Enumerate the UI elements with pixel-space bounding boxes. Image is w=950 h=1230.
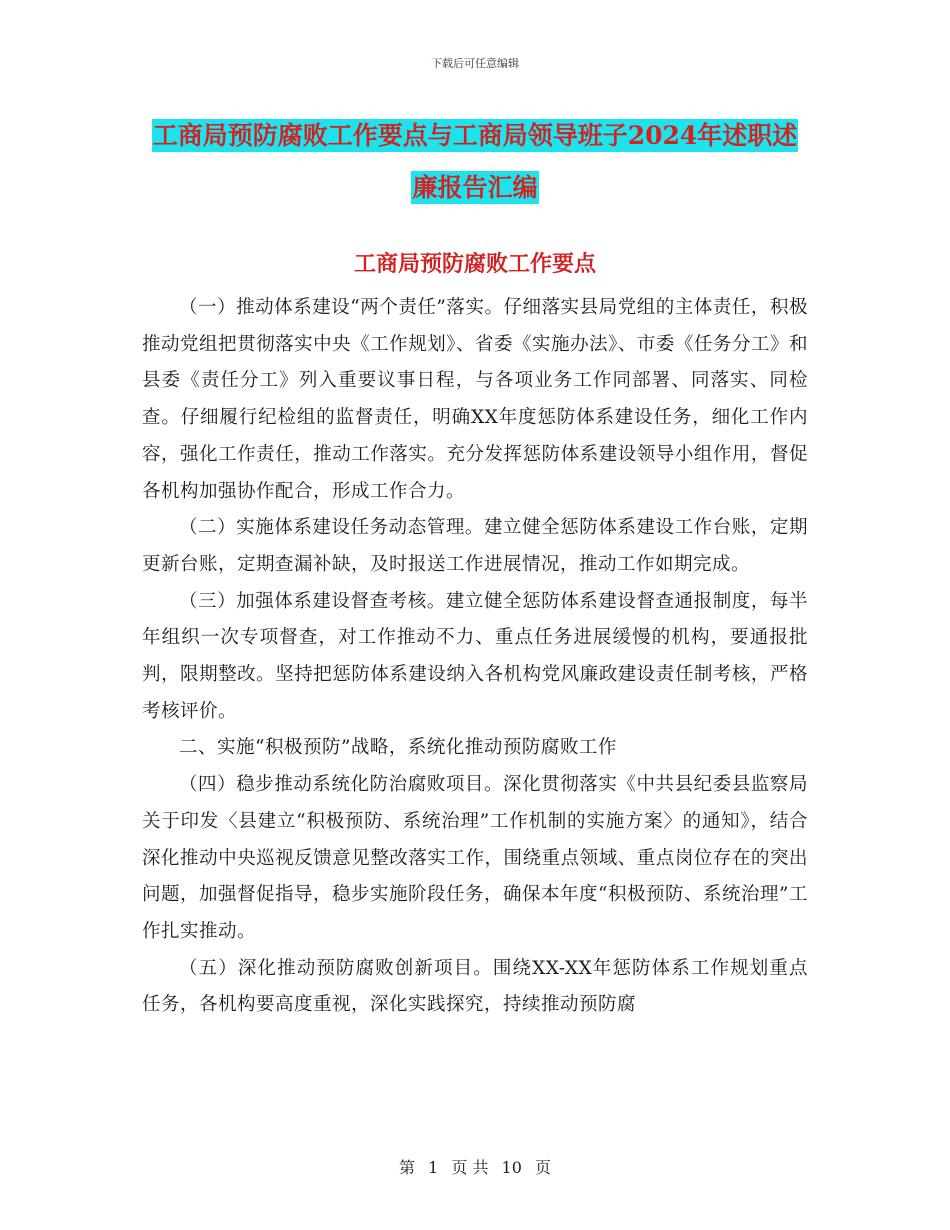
total-page-count: 10 — [501, 1158, 522, 1177]
current-page-number: 1 — [428, 1158, 439, 1177]
document-title-text: 工商局预防腐败工作要点与工商局领导班子2024年述职述廉报告汇编 — [152, 121, 798, 202]
paragraph-3: （三）加强体系建设督查考核。建立健全惩防体系建设督查通报制度，每半年组织一次专项督查，对工作推动不力、重点任务进展缓慢的机构，要通报批判，限期整改。坚持把惩防体系建设纳入各机构党风廉政建设责任制考核，严格考核评价。 — [142, 590, 808, 722]
section-heading-2: 二、实施“积极预防”战略，系统化推动预防腐败工作 — [179, 737, 617, 759]
document-title — [140, 110, 810, 214]
page-footer — [0, 1155, 950, 1178]
section-title: 工商局预防腐败工作要点 — [353, 251, 596, 277]
document-body — [142, 290, 808, 1024]
paragraph-2: （二）实施体系建设任务动态管理。建立健全惩防体系建设工作台账，定期更新台账，定期查漏补缺，及时报送工作进展情况，推动工作如期完成。 — [142, 517, 808, 575]
footer-prefix: 第 — [398, 1158, 415, 1177]
header-note: 下载后可任意编辑 — [431, 57, 519, 70]
footer-suffix: 页 — [535, 1158, 552, 1177]
paragraph-4: （四）稳步推动系统化防治腐败项目。深化贯彻落实《中共县纪委县监察局关于印发〈县建立“积极预防、系统治理”工作机制的实施方案〉的通知》，结合深化推动中央巡视反馈意见整改落实工作，围绕重点领域、重点岗位存在的突出问题，加强督促指导，稳步实施阶段任务，确保本年度“积极预防、系统治理”工作扎实推动。 — [142, 774, 808, 942]
paragraph-5: （五）深化推动预防腐败创新项目。围绕XX-XX年惩防体系工作规划重点任务，各机构要高度重视，深化实践探究，持续推动预防腐 — [142, 957, 808, 1016]
paragraph-1: （一）推动体系建设“两个责任”落实。仔细落实县局党组的主体责任，积极推动党组把贯彻落实中央《工作规划》、省委《实施办法》、市委《任务分工》和县委《责任分工》列入重要议事日程，与各项业务工作同部署、同落实、同检查。仔细履行纪检组的监督责任，明确XX年度惩防体系建设任务，细化工作内容，强化工作责任，推动工作落实。充分发挥惩防体系建设领导小组作用，督促各机构加强协作配合，形成工作合力。 — [142, 297, 808, 502]
footer-middle: 页 共 — [451, 1158, 489, 1177]
